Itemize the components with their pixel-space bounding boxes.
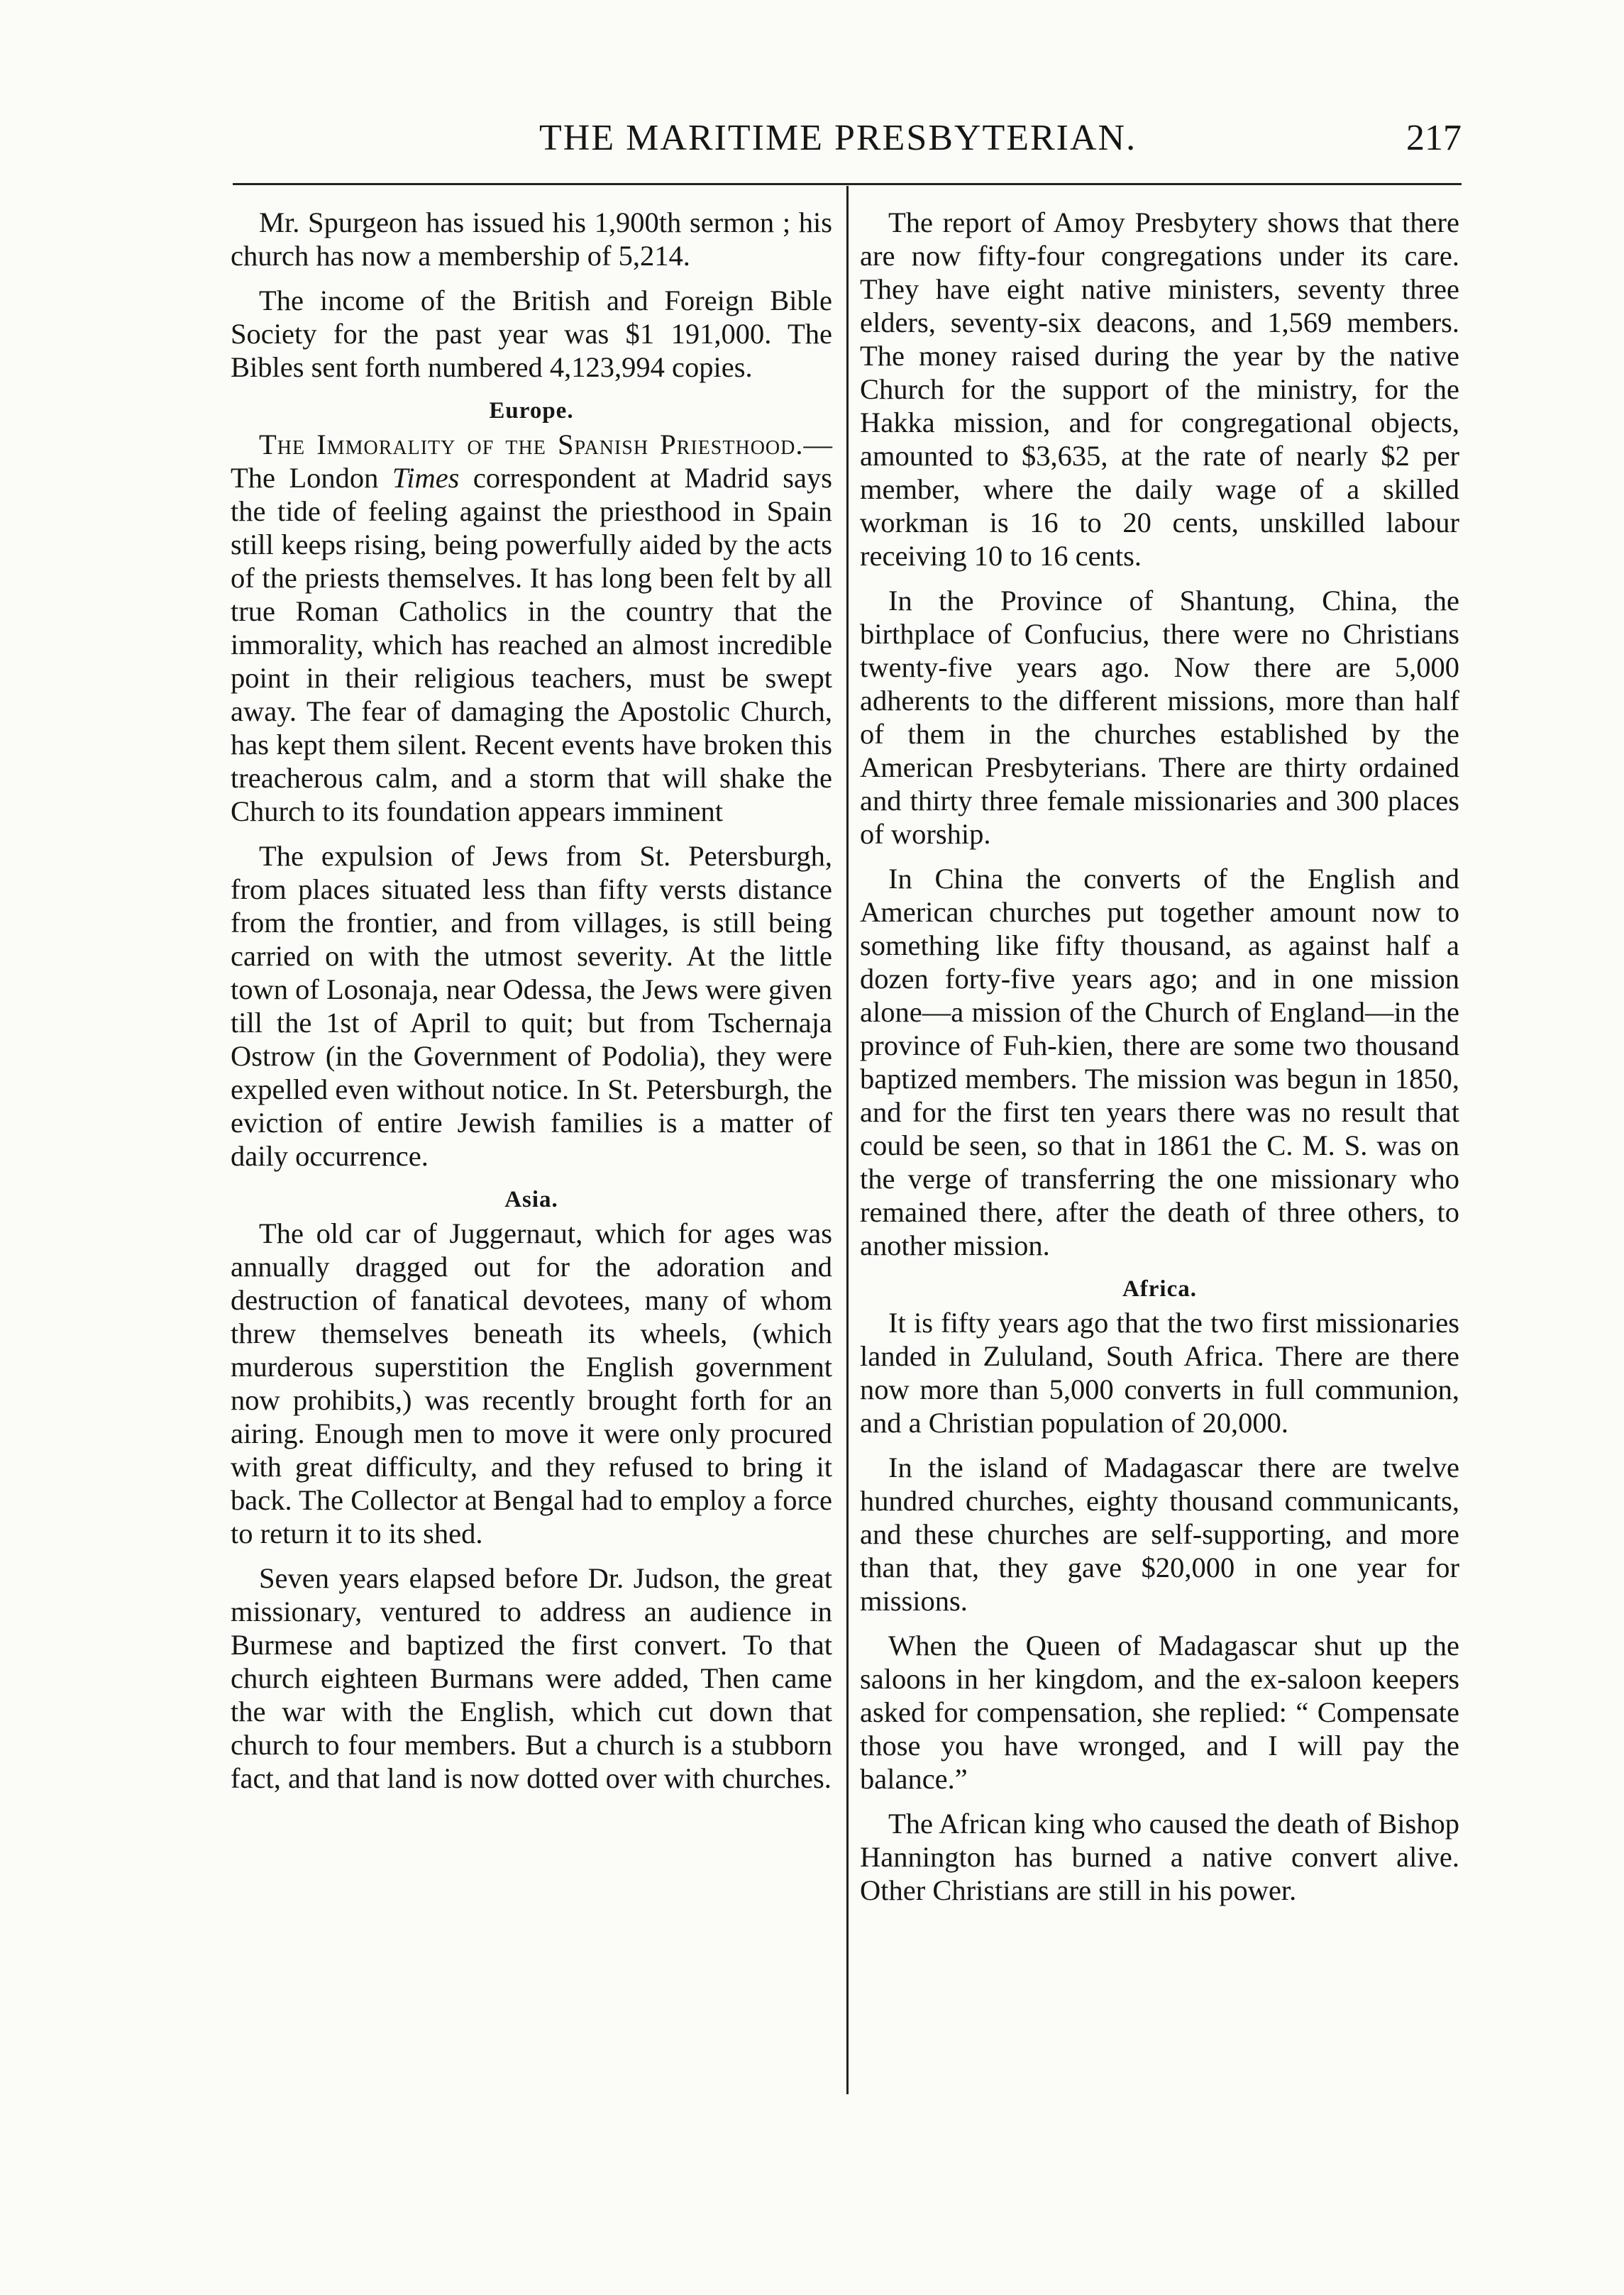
article-shantung: In the Province of Shantung, China, the birthplace of Confucius, there were no Christians twenty-five years ago. Now there are 5,000 adherents to the different missions, more than half of them in the churches established by the American Presbyterians. There are thirty ordained and thirty three female missionaries and 300 places of worship. [860,585,1459,850]
article-madagascar-churches: In the island of Madagascar there are twelve hundred churches, eighty thousand communicants, and these churches are self-supporting, and more than that, they gave $20,000 in one year for missions. [860,1451,1459,1617]
newspaper-name: Times [392,462,460,494]
article-zululand: It is fifty years ago that the two first missionaries landed in Zululand, South Africa. There are there now more than 5,000 converts in full communion, and a Christian population of 20,000. [860,1307,1459,1439]
column-divider [846,186,849,2094]
article-spurgeon: Mr. Spurgeon has issued his 1,900th sermon ; his church has now a membership of 5,214. [231,206,832,272]
section-heading-africa: Africa. [1122,1276,1198,1302]
article-spanish-priesthood [231,428,832,828]
article-text-b: correspondent at Madrid says the tide of feeling against the priesthood in Spain still keeps rising, being powerfully aided by the acts of the priests themselves. It has long been felt by all true Roman Catholics in the country that the immorality, which has reached an almost incredible point in their religious teachers, must be swept away. The fear of damaging the Apostolic Church, has kept them silent. Recent events have broken this treacherous calm, and a storm that will shake the Church to its foundation appears imminent [231,462,832,827]
right-column [860,206,1459,1918]
article-bible-society: The income of the British and Foreign Bible Society for the past year was $1 191,000. The Bibles sent forth numbered 4,123,994 copies. [231,284,832,383]
article-madagascar-queen: When the Queen of Madagascar shut up the saloons in her kingdom, and the ex-saloon keepers asked for compensation, she replied: “ Compensate those you have wronged, and I will pay the balance.” [860,1630,1459,1795]
header-rule [233,183,1462,185]
article-china-converts: In China the converts of the English and American churches put together amount now to something like fifty thousand, as against half a dozen forty-five years ago; and in one mission alone—a mission of the Church of England—in the province of Fuh-kien, there are some two thousand baptized members. The mission was begun in 1850, and for the first ten years there was no result that could be seen, so that in 1861 the C. M. S. was on the verge of transferring the one missionary who remained there, after the death of three others, to another mission. [860,863,1459,1261]
article-jews-expulsion: The expulsion of Jews from St. Petersburgh, from places situated less than fifty versts distance from the frontier, and from villages, is still being carried on with the utmost severity. At the little town of Losonaja, near Odessa, the Jews were given till the 1st of April to quit; but from Tschernaja Ostrow (in the Government of Podolia), they were expelled even without notice. In St. Petersburgh, the eviction of entire Jewish families is a matter of daily occurrence. [231,840,832,1172]
article-juggernaut: The old car of Juggernaut, which for ages was annually dragged out for the adoration and destruction of fanatical devotees, many of whom threw themselves beneath its wheels, (which murderous superstition the English government now prohibits,) was recently brought forth for an airing. Enough men to move it were only procured with great difficulty, and they refused to bring it back. The Collector at Bengal had to employ a force to return it to its shed. [231,1217,832,1549]
article-amoy-presbytery: The report of Amoy Presbytery shows that there are now fifty-four congregations under its care. They have eight native ministers, seventy three elders, seventy-six deacons, and 1,569 members. The money raised during the year by the native Church for the support of the ministry, for the Hakka mission, and for congregational objects, amounted to $3,635, at the rate of nearly $2 per member, where the daily wage of a skilled workman is 16 to 20 cents, unskilled labour receiving 10 to 16 cents. [860,206,1459,572]
article-bishop-hannington: The African king who caused the death of Bishop Hannington has burned a native convert alive. Other Christians are still in his power. [860,1808,1459,1906]
page-header [241,117,1462,167]
left-column [231,206,832,1806]
article-lead-in: The Immorality of the Spanish Priesthood. [259,428,804,460]
page-number: 217 [1406,118,1462,158]
article-text-a: —The London [231,428,832,494]
running-head: THE MARITIME PRESBYTERIAN. [539,118,1137,158]
section-heading-asia: Asia. [504,1187,558,1212]
article-judson: Seven years elapsed before Dr. Judson, the great missionary, ventured to address an audience in Burmese and baptized the first convert. To that church eighteen Burmans were added, Then came the war with the English, which cut down that church to four members. But a church is a stubborn fact, and that land is now dotted over with churches. [231,1562,832,1794]
section-heading-europe: Europe. [489,398,574,424]
